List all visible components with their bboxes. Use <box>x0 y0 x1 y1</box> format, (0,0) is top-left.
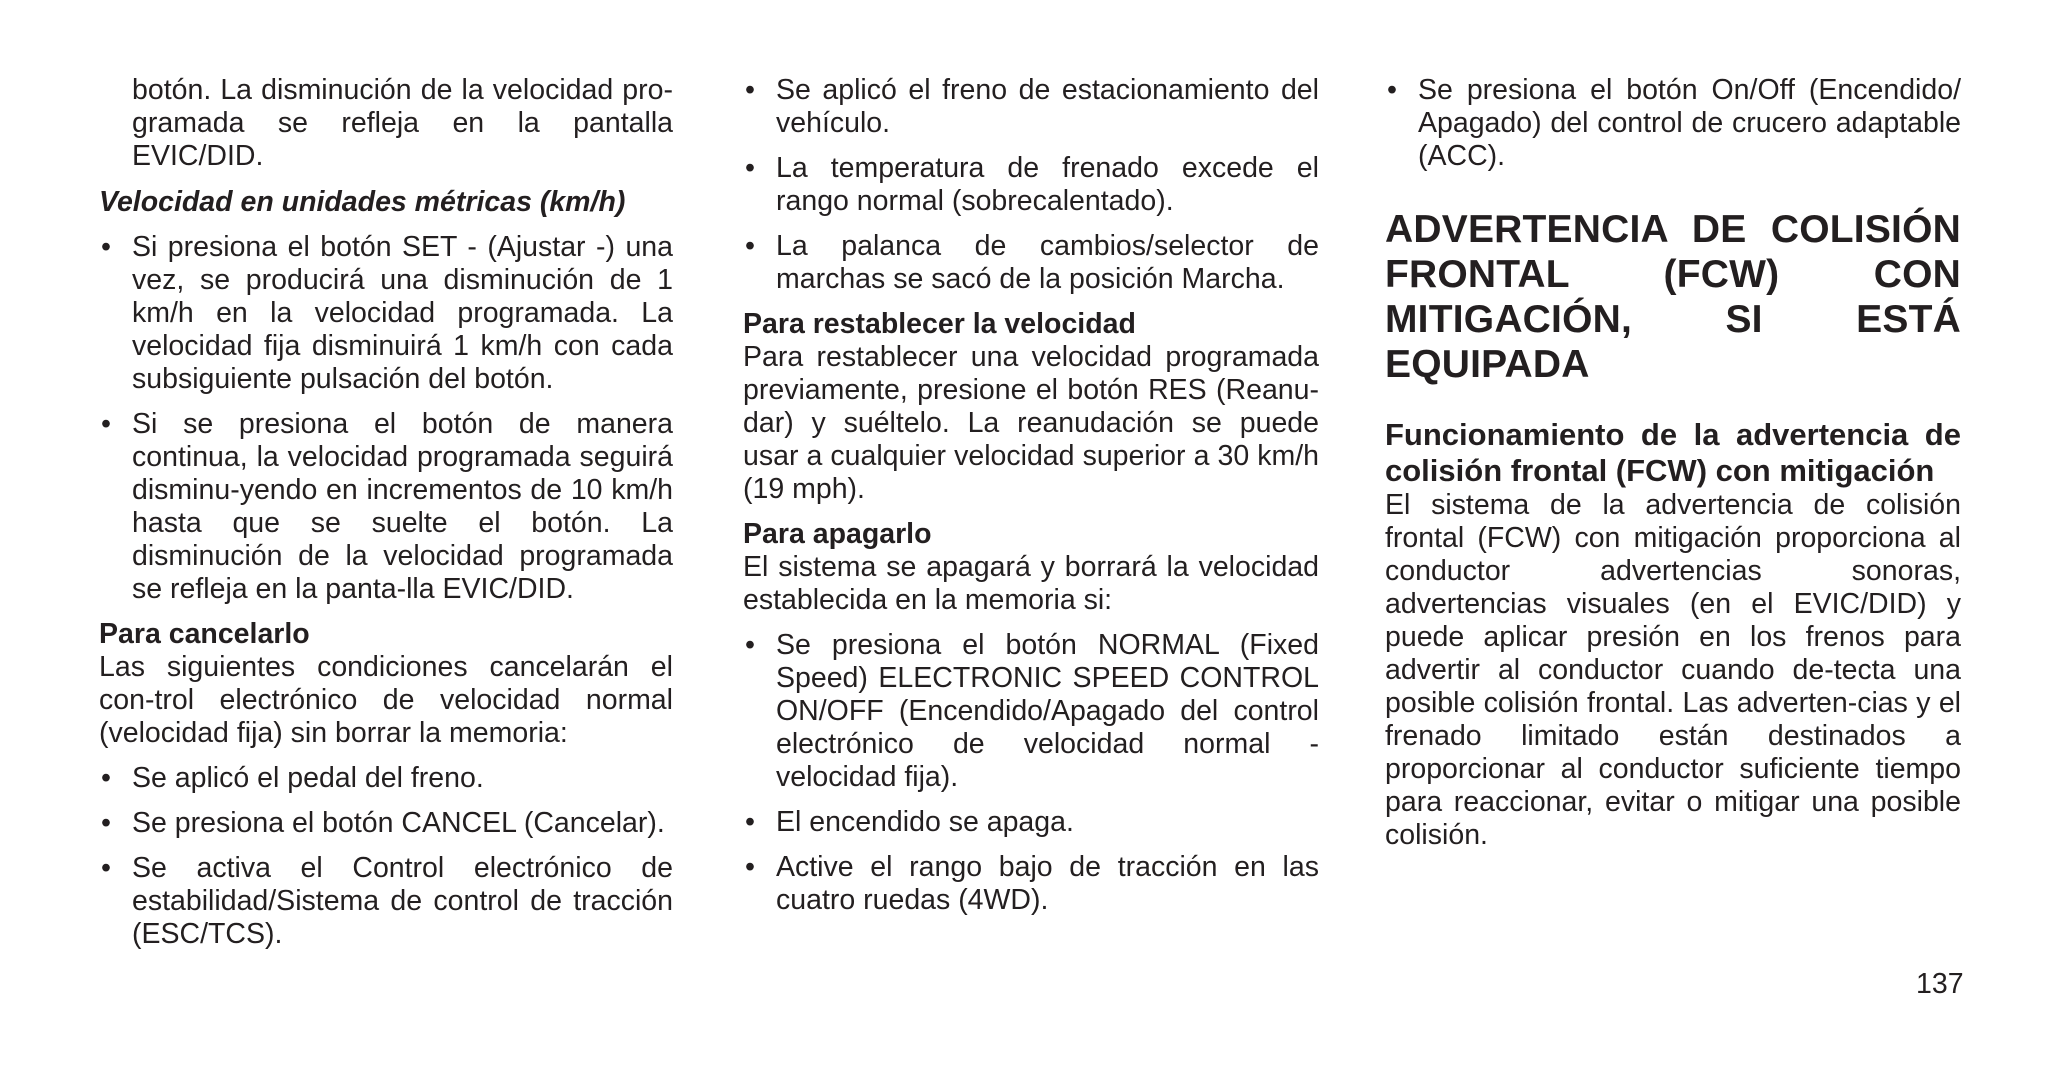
section-heading-off: Para apagarlo <box>743 518 932 550</box>
subsection-heading: Funcionamiento de la advertencia de colisión frontal (FCW) con mitigación <box>1385 417 1961 488</box>
paragraph: El sistema de la advertencia de colisión frontal (FCW) con mitigación proporciona al conductor advertencias sonoras, advertencias visuales (en el EVIC/DID) y puede aplicar presión en los frenos para advertir al conductor cuando de-tecta una posible colisión frontal. Las adverten-cias y el frenado limitado están destinados a proporcionar al conductor suficiente tiempo para reaccionar, evitar o mitigar una posible colisión. <box>1385 489 1961 851</box>
section-heading-cancel: Para cancelarlo <box>99 618 310 650</box>
bullet-item: • La temperatura de frenado excede el rango normal (sobrecalentado). <box>743 152 1319 218</box>
paragraph: El sistema se apagará y borrará la velocidad establecida en la memoria si: <box>743 551 1319 616</box>
paragraph: Para restablecer una velocidad programada previamente, presione el botón RES (Reanu-dar) y suéltelo. La reanudación se puede usar a cualquier velocidad superior a 30 km/h (19 mph). <box>743 341 1319 505</box>
column-left <box>99 74 673 951</box>
bullet-item: • Si presiona el botón SET - (Ajustar -) una vez, se producirá una disminución de 1 km/h en la velocidad programada. La velocidad fija disminuirá 1 km/h con cada subsiguiente pulsación del botón. <box>99 231 673 396</box>
paragraph: Las siguientes condiciones cancelarán el con-trol electrónico de velocidad normal (velocidad fija) sin borrar la memoria: <box>99 651 673 749</box>
section-heading-metric: Velocidad en unidades métricas (km/h) <box>99 186 626 218</box>
column-right <box>1385 74 1961 852</box>
bullet-item: • Se presiona el botón NORMAL (Fixed Speed) ELECTRONIC SPEED CONTROL ON/OFF (Encendido/Apagado del control electrónico de velocidad normal - velocidad fija). <box>743 629 1319 794</box>
bullet-item: • Se presiona el botón On/Off (Encendido/ Apagado) del control de crucero adaptable (ACC). <box>1385 74 1961 173</box>
bullet-item: • Se presiona el botón CANCEL (Cancelar). <box>99 807 673 840</box>
column-middle <box>743 74 1319 917</box>
chapter-heading: ADVERTENCIA DE COLISIÓN FRONTAL (FCW) CON MITIGACIÓN, SI ESTÁ EQUIPADA <box>1385 208 1961 386</box>
bullet-item: • Se aplicó el pedal del freno. <box>99 762 673 795</box>
page-number: 137 <box>1916 968 1964 1000</box>
section-heading-resume: Para restablecer la velocidad <box>743 308 1136 340</box>
bullet-item: • Si se presiona el botón de manera continua, la velocidad programada seguirá disminu-yendo en incrementos de 10 km/h hasta que se suelte el botón. La disminución de la velocidad programada se refleja en la panta-lla EVIC/DID. <box>99 408 673 606</box>
bullet-item: • Active el rango bajo de tracción en las cuatro ruedas (4WD). <box>743 851 1319 917</box>
bullet-item: • La palanca de cambios/selector de marchas se sacó de la posición Marcha. <box>743 230 1319 296</box>
bullet-item: • Se aplicó el freno de estacionamiento del vehículo. <box>743 74 1319 140</box>
bullet-item: • El encendido se apaga. <box>743 806 1319 839</box>
paragraph: botón. La disminución de la velocidad pro-gramada se refleja en la pantalla EVIC/DID. <box>132 74 673 172</box>
bullet-item: • Se activa el Control electrónico de estabilidad/Sistema de control de tracción (ESC/TCS). <box>99 852 673 951</box>
